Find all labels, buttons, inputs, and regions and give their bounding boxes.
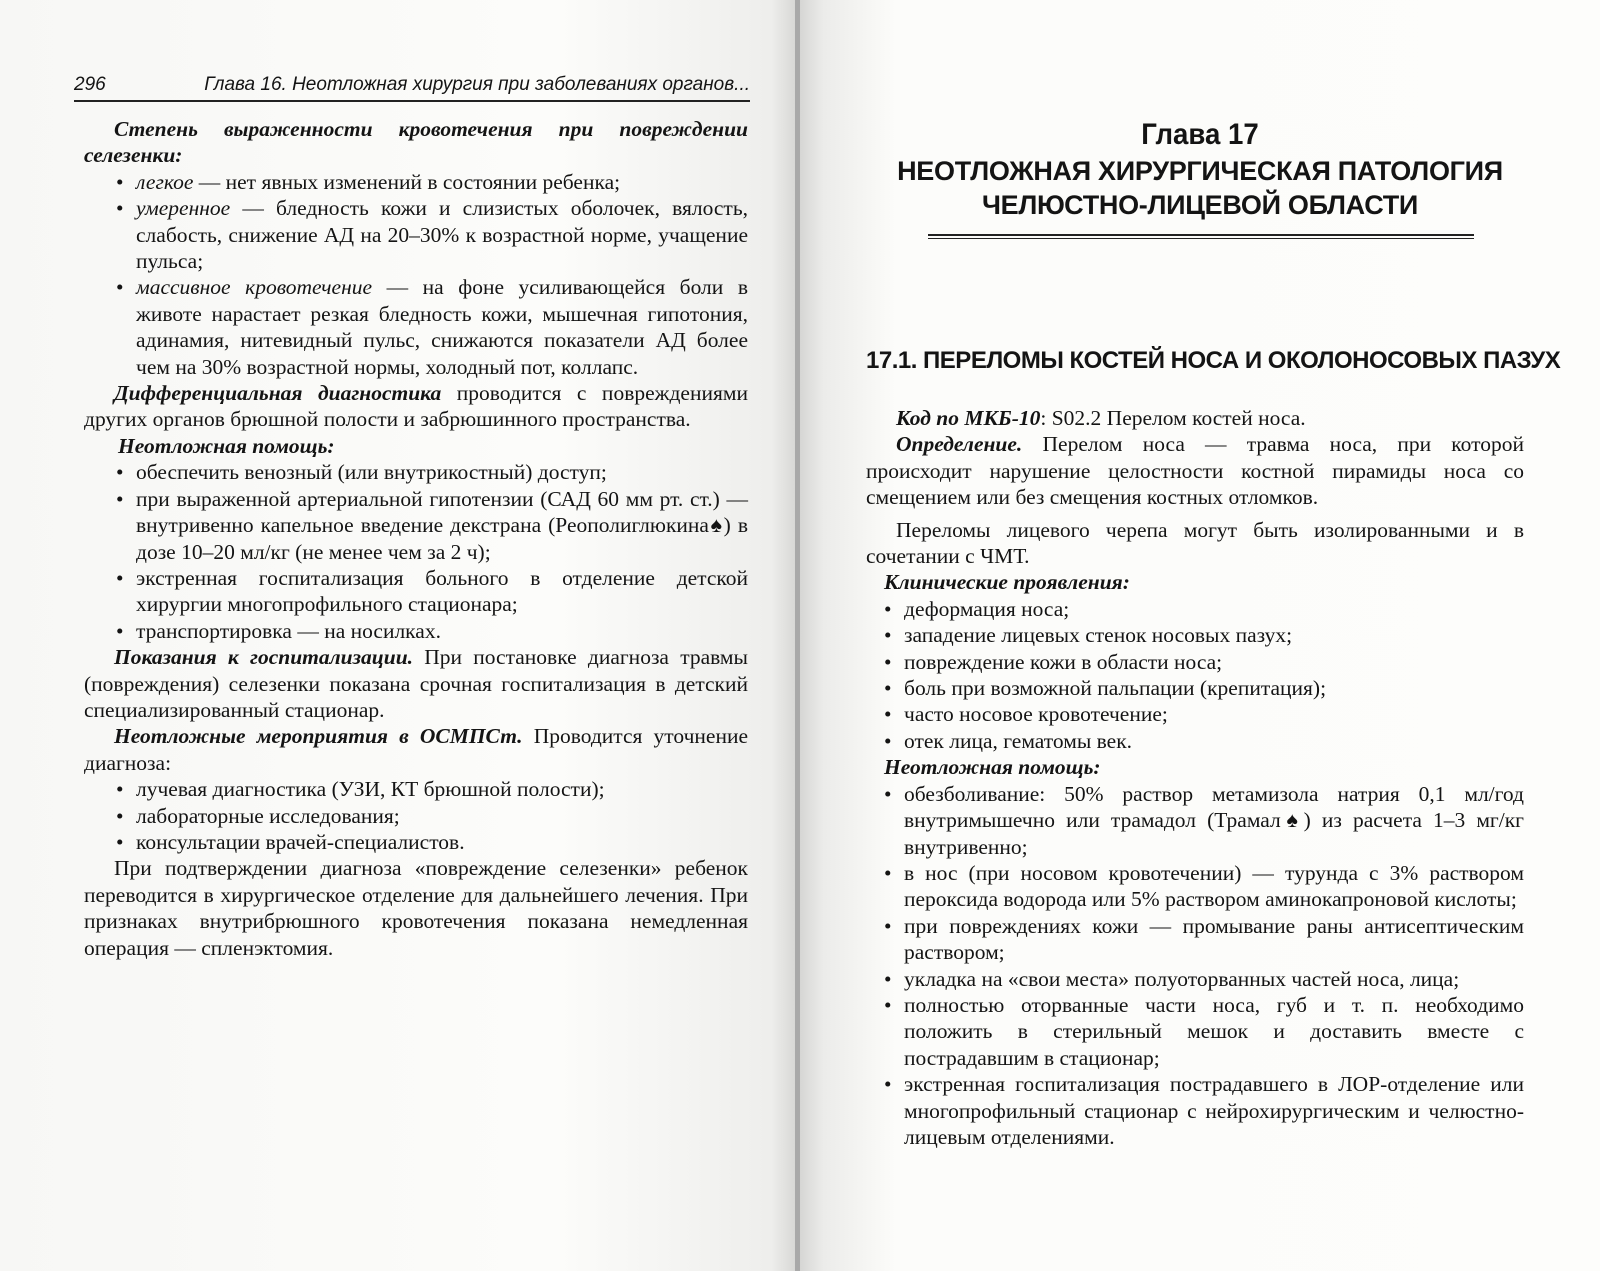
- running-title: Глава 16. Неотложная хирургия при заболеваниях органов...: [204, 74, 750, 95]
- clinical-heading: Клинические проявления:: [884, 570, 1130, 595]
- list-item: • в нос (при носовом кровотечении) — турунда с 3% раствором пероксида водорода или 5% раствором аминокапроновой кислоты;: [884, 860, 1524, 912]
- right-page-body: [866, 405, 1524, 1150]
- chapter-title-line2: ЧЕЛЮСТНО-ЛИЦЕВОЙ ОБЛАСТИ: [981, 190, 1419, 220]
- section-title: 17.1. ПЕРЕЛОМЫ КОСТЕЙ НОСА И ОКОЛОНОСОВЫХ ПАЗУХ: [866, 347, 1561, 374]
- emergency-heading: Неотложная помощь:: [884, 755, 1101, 780]
- list-item: • умеренное — бледность кожи и слизистых оболочек, вялость, слабость, снижение АД на 20–30% к возрастной норме, учащение пульса;: [116, 196, 748, 274]
- list-item: • экстренная госпитализация больного в отделение детской хирургии многопрофильного стационара;: [116, 565, 748, 617]
- emergency-list: [84, 459, 748, 644]
- list-item: • западение лицевых стенок носовых пазух;: [884, 623, 1293, 648]
- running-head: [74, 74, 750, 102]
- hospitalization-paragraph: Показания к госпитализации. При постановке диагноза травмы (повреждения) селезенки показана срочная госпитализация в детский специализированный стационар.: [84, 645, 748, 722]
- icd-code-paragraph: Код по МКБ-10: S02.2 Перелом костей носа.: [896, 406, 1306, 430]
- diff-diagnosis-paragraph: Дифференциальная диагностика проводится с повреждениями других органов брюшной полости и забрюшинного пространства.: [84, 381, 748, 432]
- chapter-title-line1: НЕОТЛОЖНАЯ ХИРУРГИЧЕСКАЯ ПАТОЛОГИЯ: [897, 156, 1503, 186]
- chapter-rule: [928, 234, 1474, 239]
- list-item: • деформация носа;: [884, 596, 1070, 621]
- list-item: • лабораторные исследования;: [116, 803, 400, 828]
- list-item: • боль при возможной пальпации (крепитация);: [884, 676, 1327, 701]
- list-item: • часто носовое кровотечение;: [884, 702, 1168, 727]
- left-page-body: [84, 116, 748, 961]
- list-item: • укладка на «свои места» полуоторванных частей носа, лица;: [884, 966, 1460, 991]
- list-item: • обеспечить венозный (или внутрикостный) доступ;: [116, 460, 607, 485]
- emergency-heading: Неотложная помощь:: [118, 433, 335, 458]
- final-paragraph: При подтверждении диагноза «повреждение селезенки» ребенок переводится в хирургическое отделение для дальнейшего лечения. При признаках внутрибрюшного кровотечения показана немедленная операция — спленэктомия.: [84, 856, 748, 960]
- list-item: • отек лица, гематомы век.: [884, 728, 1133, 753]
- list-item: • при выраженной артериальной гипотензии (САД 60 мм рт. ст.) — внутривенно капельное введение декстрана (Реополиглюкина♠) в дозе 10–20 мл/кг (не менее чем за 2 ч);: [116, 486, 748, 564]
- list-item: • лучевая диагностика (УЗИ, КТ брюшной полости);: [116, 777, 605, 802]
- emergency-list: [866, 781, 1524, 1151]
- severity-list: [84, 169, 748, 380]
- measures-list: [84, 776, 748, 855]
- list-item: • полностью оторванные части носа, губ и т. п. необходимо положить в стерильный мешок и доставить вместе с пострадавшим в стационар;: [884, 992, 1524, 1070]
- list-item: • массивное кровотечение — на фоне усиливающейся боли в животе нарастает резкая бледность кожи, мышечная гипотония, адинамия, нитевидный пульс, снижаются показатели АД более чем на 30% возрастной нормы, холодный пот, коллапс.: [116, 275, 748, 379]
- list-item: • повреждение кожи в области носа;: [884, 649, 1223, 674]
- measures-paragraph: Неотложные мероприятия в ОСМПСт. Проводится уточнение диагноза:: [84, 724, 748, 775]
- chapter-title: [890, 154, 1510, 222]
- page-number: 296: [74, 74, 106, 95]
- severity-heading: Степень выраженности кровотечения при повреждении селезенки:: [84, 117, 748, 168]
- list-item: • транспортировка — на носилках.: [116, 618, 441, 643]
- fractures-paragraph: Переломы лицевого черепа могут быть изолированными и в сочетании с ЧМТ.: [866, 517, 1524, 569]
- list-item: • консультации врачей-специалистов.: [116, 829, 465, 854]
- definition-paragraph: Определение. Перелом носа — травма носа, при которой происходит нарушение целостности костной пирамиды носа со смещением или без смещения костных отломков.: [866, 432, 1524, 510]
- clinical-list: [866, 596, 1524, 754]
- chapter-label: Глава 17: [1141, 118, 1259, 151]
- list-item: • при повреждениях кожи — промывание раны антисептическим раствором;: [884, 913, 1524, 965]
- list-item: • обезболивание: 50% раствор метамизола натрия 0,1 мл/год внутримышечно или трамадол (Трамал♠) из расчета 1–3 мг/кг внутривенно;: [884, 781, 1524, 859]
- list-item: • легкое — нет явных изменений в состоянии ребенка;: [116, 169, 621, 194]
- list-item: • экстренная госпитализация пострадавшего в ЛОР-отделение или многопрофильный стационар с нейрохирургическим и челюстно-лицевым отделениями.: [884, 1072, 1524, 1149]
